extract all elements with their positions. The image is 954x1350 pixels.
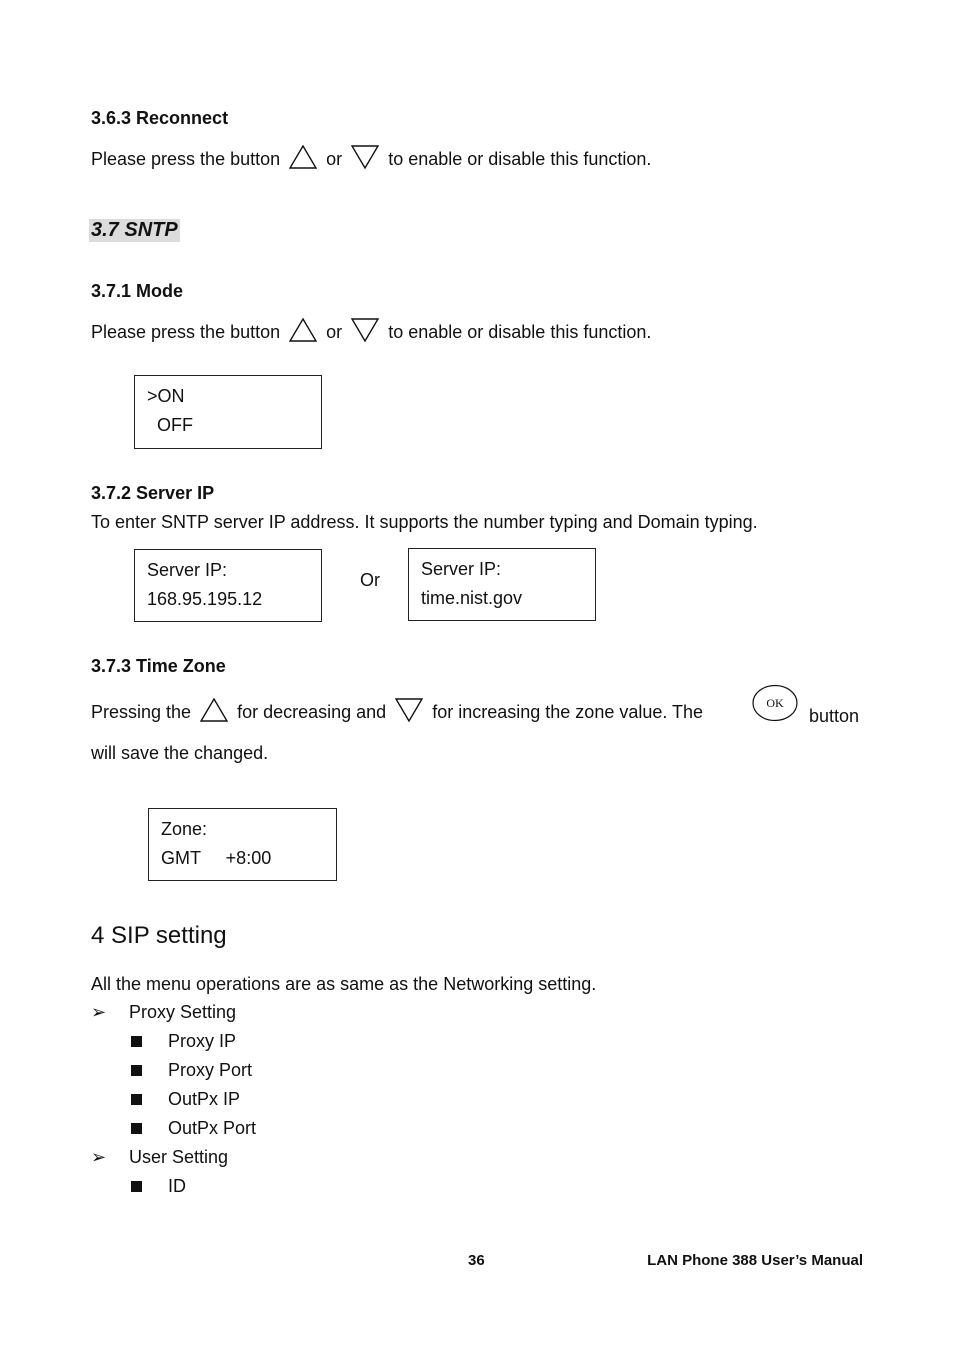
list-item-id: ID (168, 1176, 186, 1196)
or-label: Or (360, 570, 380, 590)
heading-3-7-2: 3.7.2 Server IP (91, 483, 215, 503)
list-item-user-setting: User Setting (129, 1147, 229, 1167)
heading-3-6-3: 3.6.3 Reconnect (91, 108, 229, 128)
text: to enable or disable this function. (388, 322, 652, 342)
paragraph-server-ip: To enter SNTP server IP address. It supports the number typing and Domain typing. (91, 512, 758, 532)
text: Pressing the (91, 702, 192, 722)
text: or (326, 149, 343, 169)
text: or (326, 322, 343, 342)
paragraph-sip-intro: All the menu operations are as same as the Networking setting. (91, 974, 597, 994)
lcd-line: >ON (147, 386, 185, 406)
up-triangle-icon (289, 145, 317, 169)
lcd-line: time.nist.gov (421, 588, 523, 608)
list-item-proxy-port: Proxy Port (168, 1060, 253, 1080)
up-triangle-icon (200, 698, 228, 722)
heading-3-7-1: 3.7.1 Mode (91, 281, 184, 301)
square-bullet-icon (131, 1036, 142, 1047)
lcd-line: GMT +8:00 (161, 848, 272, 868)
square-bullet-icon (131, 1123, 142, 1134)
lcd-screen-mode (134, 375, 322, 449)
lcd-screen-server-ip-domain (408, 548, 596, 621)
page-number: 36 (468, 1252, 485, 1269)
text: Please press the button (91, 149, 281, 169)
lcd-screen-server-ip-number (134, 549, 322, 622)
down-triangle-icon (351, 318, 379, 342)
square-bullet-icon (131, 1181, 142, 1192)
text: to enable or disable this function. (388, 149, 652, 169)
text-button: button (809, 706, 860, 726)
heading-3-7-3: 3.7.3 Time Zone (91, 656, 226, 676)
list-item-proxy-setting: Proxy Setting (129, 1002, 237, 1022)
lcd-line: OFF (147, 415, 193, 435)
lcd-line: Server IP: (147, 560, 228, 580)
paragraph-time-zone (91, 698, 863, 723)
down-triangle-icon (395, 698, 423, 722)
lcd-screen-zone (148, 808, 337, 881)
text-save: will save the changed. (91, 743, 269, 763)
down-triangle-icon (351, 145, 379, 169)
lcd-line: Zone: (161, 819, 208, 839)
ok-button-icon (752, 684, 798, 727)
list-item-proxy-ip: Proxy IP (168, 1031, 237, 1051)
arrow-bullet-icon: ➢ (91, 1002, 107, 1022)
arrow-bullet-icon: ➢ (91, 1147, 107, 1167)
square-bullet-icon (131, 1094, 142, 1105)
square-bullet-icon (131, 1065, 142, 1076)
heading-3-7: 3.7 SNTP (91, 219, 178, 241)
list-item-outpx-ip: OutPx IP (168, 1089, 241, 1109)
paragraph-mode (91, 318, 651, 343)
text: for decreasing and (237, 702, 387, 722)
footer-manual-title: LAN Phone 388 User’s Manual (647, 1252, 863, 1269)
ok-label: OK (766, 696, 784, 710)
heading-4: 4 SIP setting (91, 922, 227, 949)
paragraph-reconnect (91, 145, 651, 170)
text: for increasing the zone value. The (432, 702, 704, 722)
lcd-line: 168.95.195.12 (147, 589, 263, 609)
text: Please press the button (91, 322, 281, 342)
list-item-outpx-port: OutPx Port (168, 1118, 257, 1138)
lcd-line: Server IP: (421, 559, 502, 579)
up-triangle-icon (289, 318, 317, 342)
